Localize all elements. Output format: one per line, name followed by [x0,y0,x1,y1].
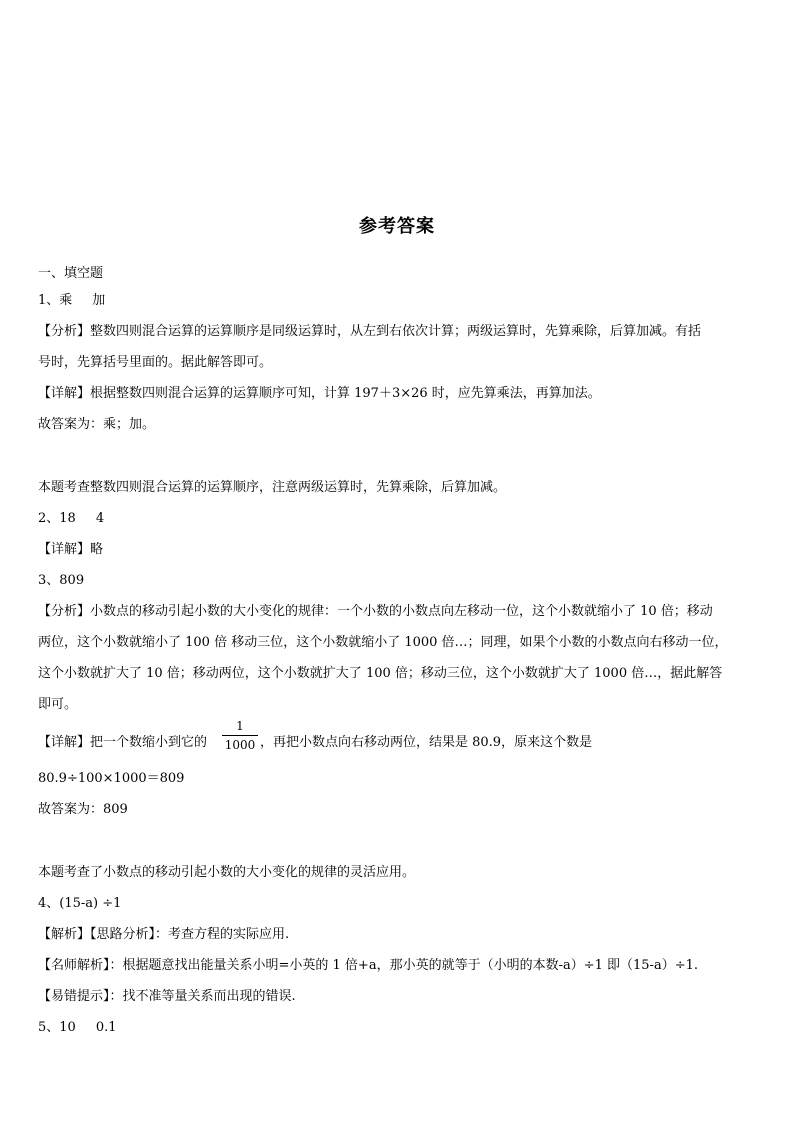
q3-calculation: 80.9÷100×1000＝809 [38,771,185,786]
q2-detail: 【详解】略 [38,542,104,557]
q4-teacher-analysis: 【名师解析】：根据题意找出能量关系小明=小英的 1 倍+a，那小英的就等于（小明的本数-a）÷1 即（15-a）÷1. [38,958,698,973]
q1-final-answer: 故答案为：乘；加。 [38,417,156,432]
q3-analysis-line-3: 这个小数就扩大了 10 倍；移动两位，这个小数就扩大了 100 倍；移动三位，这个小数就扩大了 1000 倍…，据此解答 [38,666,723,681]
fraction-numerator: 1 [236,719,244,733]
q2-number: 2、18 [38,511,76,526]
q3-answer-line: 3、809 [38,573,85,588]
q1-detail: 【详解】根据整数四则混合运算的运算顺序可知，计算 197＋3×26 时，应先算乘法，再算加法。 [38,386,601,401]
q5-answer-line [38,1020,117,1036]
q3-analysis-line-2: 两位，这个小数就缩小了 100 倍 移动三位，这个小数就缩小了 1000 倍…；同理，如果个小数的小数点向右移动一位， [38,635,728,650]
q3-analysis-line-1: 【分析】小数点的移动引起小数的大小变化的规律：一个小数的小数点向左移动一位，这个小数就缩小了 10 倍；移动 [38,604,713,619]
fraction-denominator: 1000 [224,738,256,752]
q3-final-answer: 故答案为：809 [38,802,128,817]
q2-answer-line [38,511,104,527]
page-title: 参考答案 [359,216,435,237]
q4-analysis: 【解析】【思路分析】：考查方程的实际应用. [38,927,290,942]
q1-analysis-line-2: 号时，先算括号里面的。据此解答即可。 [38,355,273,370]
q2-answer-2: 4 [95,511,105,526]
q1-analysis-line-1: 【分析】整数四则混合运算的运算顺序是同级运算时，从左到右依次计算；两级运算时，先算乘除，后算加减。有括 [38,324,702,339]
q1-answer-2: 加 [92,293,106,308]
q3-detail-suffix: ，再把小数点向右移动两位，结果是 80.9，原来这个数是 [260,735,593,750]
q1-number: 1、乘 [38,293,73,308]
q3-detail-prefix: 【详解】把一个数缩小到它的 [38,735,208,750]
q1-summary: 本题考查整数四则混合运算的运算顺序，注意两级运算时，先算乘除，后算加减。 [38,480,507,495]
q4-answer-line: 4、(15-a) ÷1 [38,896,122,911]
section-heading: 一、填空题 [38,266,104,281]
fraction-bar [222,735,258,736]
fraction [222,719,258,752]
q5-number: 5、10 [38,1020,76,1035]
q3-summary: 本题考查了小数点的移动引起小数的大小变化的规律的灵活应用。 [38,865,416,880]
q1-answer-line [38,293,105,309]
q4-error-tip: 【易错提示】：找不准等量关系而出现的错误. [38,989,296,1004]
q3-analysis-line-4: 即可。 [38,697,78,712]
q5-answer-2: 0.1 [95,1020,117,1035]
